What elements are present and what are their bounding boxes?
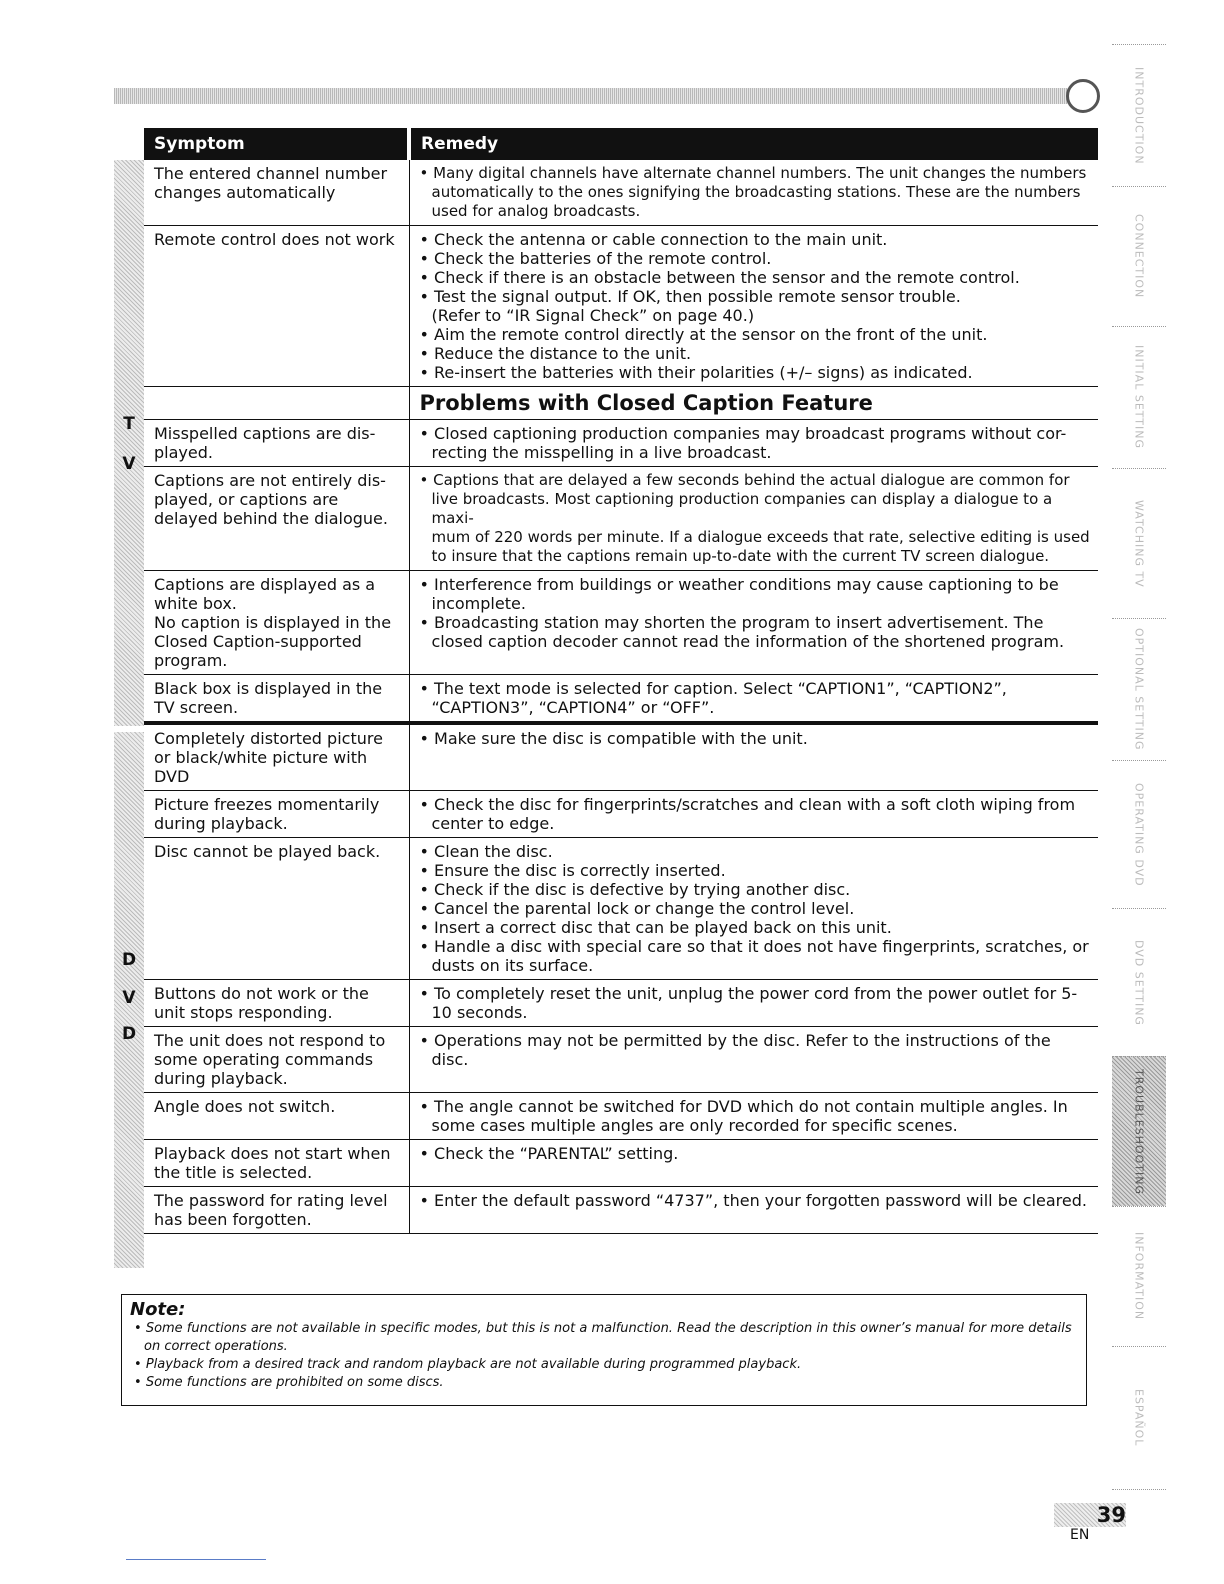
table-row	[144, 160, 1098, 226]
tab-label: CONNECTION	[1132, 214, 1146, 299]
table-row	[144, 1140, 1098, 1187]
remedy-cell	[409, 571, 1098, 675]
closed-caption-heading: Problems with Closed Caption Feature	[409, 387, 1098, 420]
symptom-cell: Captions are not entirely dis- played, or captions are delayed behind the dialogue.	[144, 467, 409, 571]
tab-connection[interactable]	[1112, 186, 1166, 326]
remedy-cell	[409, 980, 1098, 1027]
tab-dvd-setting[interactable]	[1112, 908, 1166, 1056]
remedy-cell	[409, 723, 1098, 791]
note-box	[121, 1294, 1087, 1406]
symptom-cell: Remote control does not work	[144, 226, 409, 387]
troubleshooting-table	[144, 128, 1098, 1234]
tv-section-band	[114, 160, 144, 726]
remedy-item: • Re-insert the batteries with their polarities (+/– signs) as indicated.	[420, 363, 1091, 382]
tab-espanol[interactable]	[1112, 1346, 1166, 1490]
remedy-item: • Test the signal output. If OK, then possible remote sensor trouble.	[420, 287, 1091, 306]
side-letter-d: D	[121, 950, 137, 970]
symptom-cell: Picture freezes momentarily during playback.	[144, 791, 409, 838]
remedy-item: • The text mode is selected for caption. Select “CAPTION1”, “CAPTION2”, “CAPTION3”, “CAPTION4” or “OFF”.	[420, 679, 1091, 717]
tab-label: ESPAÑOL	[1132, 1389, 1146, 1447]
closed-caption-heading-row	[144, 387, 1098, 420]
tab-information[interactable]	[1112, 1206, 1166, 1346]
table-row	[144, 226, 1098, 387]
symptom-cell: The password for rating level has been forgotten.	[144, 1187, 409, 1234]
tab-label: INFORMATION	[1132, 1232, 1146, 1321]
remedy-item: • Captions that are delayed a few seconds behind the actual dialogue are common for live broadcasts. Most captioning production companies can display a dialogue to a maxi- mum of 220 words per minute. If a dialogue exceeds that rate, selective editing is used to insure that the captions remain up-to-date with the current TV screen dialogue.	[420, 471, 1091, 566]
remedy-item: • Check the disc for fingerprints/scratches and clean with a soft cloth wiping from center to edge.	[420, 795, 1091, 833]
remedy-item: • Check if the disc is defective by trying another disc.	[420, 880, 1091, 899]
symptom-cell: The unit does not respond to some operating commands during playback.	[144, 1027, 409, 1093]
tab-label: DVD SETTING	[1132, 939, 1146, 1026]
tab-operating-dvd[interactable]	[1112, 760, 1166, 908]
remedy-cell	[409, 160, 1098, 226]
tab-label: OPERATING DVD	[1132, 782, 1146, 887]
table-row	[144, 571, 1098, 675]
remedy-item: • Operations may not be permitted by the disc. Refer to the instructions of the disc.	[420, 1031, 1091, 1069]
table-row	[144, 980, 1098, 1027]
symptom-header: Symptom	[144, 128, 409, 160]
symptom-cell: Completely distorted picture or black/white picture with DVD	[144, 723, 409, 791]
tab-label: TROUBLESHOOTING	[1132, 1068, 1146, 1195]
tab-label: INTRODUCTION	[1132, 66, 1146, 165]
page-language: EN	[1070, 1527, 1090, 1543]
side-letter-d: D	[121, 1024, 137, 1044]
remedy-cell	[409, 791, 1098, 838]
note-item: • Some functions are prohibited on some discs.	[130, 1374, 1078, 1392]
tab-label: WATCHING TV	[1132, 499, 1146, 588]
remedy-item: • Check the antenna or cable connection to the main unit.	[420, 230, 1091, 249]
remedy-item: • Many digital channels have alternate channel numbers. The unit changes the numbers automatically to the ones signifying the broadcasting stations. These are the numbers used for analog broadcasts.	[420, 164, 1091, 221]
symptom-cell: Buttons do not work or the unit stops responding.	[144, 980, 409, 1027]
bottom-rule	[126, 1559, 266, 1560]
remedy-cell	[409, 838, 1098, 980]
symptom-cell: The entered channel number changes automatically	[144, 160, 409, 226]
remedy-item: • Cancel the parental lock or change the control level.	[420, 899, 1091, 918]
table-row	[144, 1027, 1098, 1093]
side-letter-v: V	[122, 988, 136, 1008]
remedy-item: • Check the “PARENTAL” setting.	[420, 1144, 1091, 1163]
remedy-cell	[409, 1093, 1098, 1140]
remedy-item: • Interference from buildings or weather conditions may cause captioning to be incomplete.	[420, 575, 1091, 613]
top-decorative-bar	[114, 88, 1074, 104]
tab-optional-setting[interactable]	[1112, 618, 1166, 760]
remedy-item: • Check the batteries of the remote control.	[420, 249, 1091, 268]
remedy-cell	[409, 1187, 1098, 1234]
note-item: • Playback from a desired track and random playback are not available during programmed playback.	[130, 1356, 1078, 1374]
tab-label: OPTIONAL SETTING	[1132, 628, 1146, 751]
table-row	[144, 1187, 1098, 1234]
remedy-item: • Insert a correct disc that can be played back on this unit.	[420, 918, 1091, 937]
tab-troubleshooting[interactable]	[1112, 1056, 1166, 1206]
table-row	[144, 1093, 1098, 1140]
remedy-item: • Make sure the disc is compatible with the unit.	[420, 729, 1091, 748]
remedy-item: • Clean the disc.	[420, 842, 1091, 861]
note-item: • Some functions are not available in specific modes, but this is not a malfunction. Read the description in this owner’s manual for more details on correct operations.	[130, 1320, 1078, 1356]
side-letter-t: T	[123, 414, 135, 434]
top-circle-ornament	[1066, 79, 1100, 113]
tab-watching-tv[interactable]	[1112, 468, 1166, 618]
remedy-note: (Refer to “IR Signal Check” on page 40.)	[431, 306, 755, 325]
tab-label: INITIAL SETTING	[1132, 345, 1146, 450]
symptom-cell: Misspelled captions are dis- played.	[144, 420, 409, 467]
remedy-item: • Handle a disc with special care so that it does not have fingerprints, scratches, or dusts on its surface.	[420, 937, 1091, 975]
remedy-cell	[409, 467, 1098, 571]
table-row	[144, 420, 1098, 467]
remedy-cell	[409, 420, 1098, 467]
remedy-item: • Ensure the disc is correctly inserted.	[420, 861, 1091, 880]
page-number: 39	[1054, 1503, 1126, 1527]
symptom-cell: Black box is displayed in the TV screen.	[144, 675, 409, 724]
symptom-cell: Captions are displayed as a white box. No caption is displayed in the Closed Caption-supported program.	[144, 571, 409, 675]
table-row	[144, 838, 1098, 980]
remedy-item: • Aim the remote control directly at the sensor on the front of the unit.	[420, 325, 1091, 344]
empty-cell	[144, 387, 409, 420]
table-row	[144, 675, 1098, 724]
symptom-cell: Disc cannot be played back.	[144, 838, 409, 980]
tab-initial-setting[interactable]	[1112, 326, 1166, 468]
remedy-item: • The angle cannot be switched for DVD which do not contain multiple angles. In some cases multiple angles are only recorded for specific scenes.	[420, 1097, 1091, 1135]
remedy-item: • To completely reset the unit, unplug the power cord from the power outlet for 5-10 seconds.	[420, 984, 1091, 1022]
note-title: Note:	[130, 1299, 186, 1320]
side-letter-v: V	[122, 454, 136, 474]
remedy-item: • Enter the default password “4737”, then your forgotten password will be cleared.	[420, 1191, 1091, 1210]
symptom-cell: Angle does not switch.	[144, 1093, 409, 1140]
remedy-cell	[409, 1140, 1098, 1187]
table-row	[144, 467, 1098, 571]
symptom-cell: Playback does not start when the title is selected.	[144, 1140, 409, 1187]
table-row	[144, 791, 1098, 838]
table-row	[144, 723, 1098, 791]
remedy-header: Remedy	[409, 128, 1098, 160]
remedy-item: • Check if there is an obstacle between the sensor and the remote control.	[420, 268, 1091, 287]
remedy-cell	[409, 226, 1098, 387]
tab-introduction[interactable]	[1112, 44, 1166, 186]
remedy-item: • Reduce the distance to the unit.	[420, 344, 1091, 363]
remedy-item: • Broadcasting station may shorten the program to insert advertisement. The closed caption decoder cannot read the information of the shortened program.	[420, 613, 1091, 651]
remedy-cell	[409, 1027, 1098, 1093]
remedy-cell	[409, 675, 1098, 724]
remedy-item: • Closed captioning production companies may broadcast programs without cor- recting the misspelling in a live broadcast.	[420, 424, 1091, 462]
